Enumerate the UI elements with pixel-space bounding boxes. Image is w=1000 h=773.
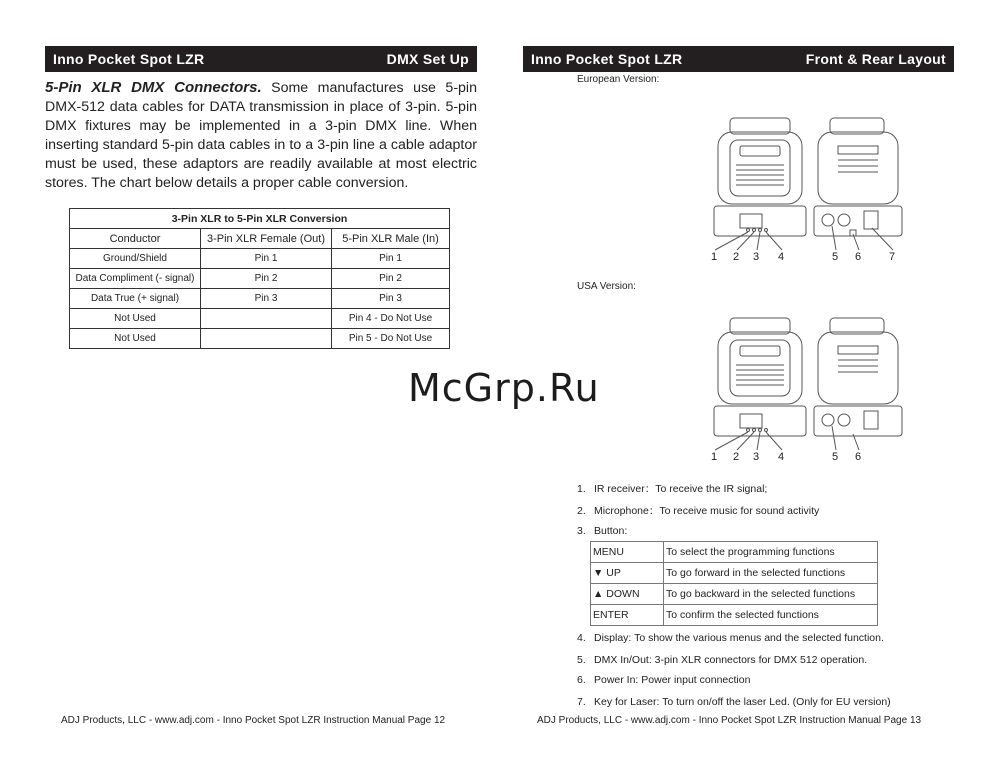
table-header: Conductor: [70, 229, 201, 249]
front-view-fixture-icon: [714, 118, 806, 236]
table-cell: Pin 4 - Do Not Use: [332, 309, 450, 329]
rear-view-fixture-icon: [814, 118, 902, 236]
right-header-section: Front & Rear Layout: [805, 51, 946, 67]
table-cell: Pin 1: [201, 249, 332, 269]
intro-lead: 5-Pin XLR DMX Connectors.: [45, 79, 262, 96]
legend-item: [577, 481, 767, 496]
table-row: [591, 584, 878, 605]
button-key: ▲ DOWN: [591, 584, 664, 605]
intro-paragraph: [45, 78, 477, 193]
rear-view-fixture-icon: [814, 318, 902, 436]
legend-num: 3.: [577, 525, 586, 537]
usa-callout: 5: [832, 451, 839, 463]
usa-callout: 1: [711, 451, 718, 463]
button-key: ▼ UP: [591, 563, 664, 584]
button-key: MENU: [591, 542, 664, 563]
legend-item: [577, 632, 884, 644]
table-caption: 3-Pin XLR to 5-Pin XLR Conversion: [70, 209, 450, 229]
table-row: [591, 605, 878, 626]
table-cell: Pin 2: [201, 269, 332, 289]
conversion-table: [69, 208, 450, 349]
left-header-product: Inno Pocket Spot LZR: [53, 51, 205, 67]
legend-text: Key for Laser: To turn on/off the laser Led. (Only for EU version): [594, 696, 891, 708]
table-row: [70, 329, 450, 349]
button-desc: To go backward in the selected functions: [664, 584, 878, 605]
eu-callout: 2: [733, 251, 740, 263]
usa-callout: 4: [778, 451, 785, 463]
front-view-fixture-icon: [714, 318, 806, 436]
eu-callout: 7: [889, 251, 896, 263]
table-cell: Pin 3: [332, 289, 450, 309]
table-cell: Data True (+ signal): [70, 289, 201, 309]
table-cell: Data Compliment (- signal): [70, 269, 201, 289]
legend-text: Microphone：To receive music for sound activity: [594, 505, 820, 517]
eu-callout: 5: [832, 251, 839, 263]
button-desc: To select the programming functions: [664, 542, 878, 563]
table-row: [70, 249, 450, 269]
right-page-header: [523, 46, 954, 72]
eu-callout: 6: [855, 251, 862, 263]
left-page-header: [45, 46, 477, 72]
legend-item: [577, 525, 627, 537]
table-row: [70, 289, 450, 309]
button-key: ENTER: [591, 605, 664, 626]
legend-num: 6.: [577, 674, 586, 686]
legend-text: Display: To show the various menus and the selected function.: [594, 632, 884, 644]
usa-callout: 6: [855, 451, 862, 463]
usa-fixture-illustration: [700, 310, 910, 458]
usa-callout: 2: [733, 451, 740, 463]
table-cell: Pin 2: [332, 269, 450, 289]
watermark: McGrp.Ru: [408, 366, 600, 410]
eu-callout: 3: [753, 251, 760, 263]
legend-num: 7.: [577, 696, 586, 708]
table-header: 5-Pin XLR Male (In): [332, 229, 450, 249]
right-header-product: Inno Pocket Spot LZR: [531, 51, 683, 67]
table-cell: Pin 1: [332, 249, 450, 269]
legend-text: Power In: Power input connection: [594, 674, 751, 686]
legend-item: [577, 674, 750, 686]
legend-num: 1.: [577, 483, 586, 495]
table-cell: [201, 309, 332, 329]
right-page-footer: ADJ Products, LLC - www.adj.com - Inno Pocket Spot LZR Instruction Manual Page 13: [537, 715, 922, 726]
intro-body: Some manufactures use 5-pin DMX-512 data cables for DATA transmission in place of 3-pin. 5-pin DMX fixtures may be implemented in a 3-pin DMX line. When inserting standard 5-pin data cables in to a 3-pin line a cable adaptor must be used, these adaptors are readily available at most electric stores. The chart below details a proper cable conversion.: [45, 80, 477, 191]
table-cell: Pin 3: [201, 289, 332, 309]
legend-num: 4.: [577, 632, 586, 644]
button-table: [590, 541, 878, 626]
legend-item: [577, 696, 891, 708]
table-row: [591, 563, 878, 584]
eu-callout: 1: [711, 251, 718, 263]
table-row: [591, 542, 878, 563]
table-cell: Not Used: [70, 329, 201, 349]
legend-item: [577, 654, 867, 666]
usa-callout: 3: [753, 451, 760, 463]
eu-fixture-illustration: [700, 110, 910, 258]
table-row: [70, 309, 450, 329]
left-header-section: DMX Set Up: [386, 51, 469, 67]
legend-text: IR receiver：To receive the IR signal;: [594, 483, 768, 495]
left-page-footer: ADJ Products, LLC - www.adj.com - Inno Pocket Spot LZR Instruction Manual Page 12: [61, 715, 446, 726]
table-header: 3-Pin XLR Female (Out): [201, 229, 332, 249]
usa-version-label: USA Version:: [577, 281, 636, 292]
table-cell: Pin 5 - Do Not Use: [332, 329, 450, 349]
legend-num: 2.: [577, 505, 586, 517]
eu-version-label: European Version:: [577, 74, 660, 85]
eu-callout: 4: [778, 251, 785, 263]
legend-text: DMX In/Out: 3-pin XLR connectors for DMX 512 operation.: [594, 654, 868, 666]
legend-text: Button:: [594, 525, 628, 537]
table-cell: Not Used: [70, 309, 201, 329]
button-desc: To go forward in the selected functions: [664, 563, 878, 584]
legend-num: 5.: [577, 654, 586, 666]
button-desc: To confirm the selected functions: [664, 605, 878, 626]
table-cell: Ground/Shield: [70, 249, 201, 269]
table-row: [70, 269, 450, 289]
table-cell: [201, 329, 332, 349]
legend-item: [577, 503, 819, 518]
